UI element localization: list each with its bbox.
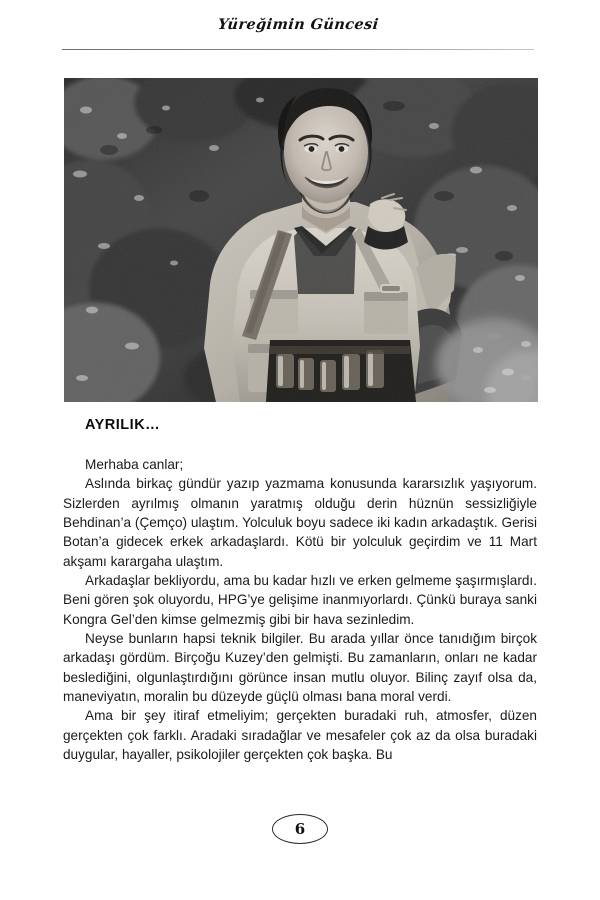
page-number-badge [272,814,328,844]
paragraph: Ama bir şey itiraf etmeliyim; gerçekten buradaki ruh, atmosfer, düzen gerçekten çok farklı. Aradaki sıradağlar ve mesafeler çok az da olsa buradaki duygular, hayaller, psikolojiler gerçekten çok başka. Bu [63,708,537,763]
running-header [62,16,534,34]
chapter-photograph [64,78,538,402]
article-body [63,455,537,765]
paragraph: Neyse bunların hapsi teknik bilgiler. Bu arada yıllar önce tanıdığım birçok arkadaşı gördüm. Birçoğu Kuzey’den gelmişti. Bu zamanların, onları ne kadar beslediğini, olgunlaştırdığını görünce insan mutlu oluyor. Bilinç zayıf olsa da, maneviyatın, moralin bu düzeyde güçlü olması bana moral verdi. [63,631,537,705]
page-number: 6 [294,819,306,838]
header-divider-rule [62,49,534,50]
section-heading: AYRILIK… [85,417,161,433]
paragraph: Merhaba canlar; [85,457,184,472]
photograph-image [64,78,538,402]
paragraph: Arkadaşlar bekliyordu, ama bu kadar hızlı ve erken gelmeme şaşırmışlardı. Beni gören şok oluyordu, HPG’ye gelişime inanmıyorlardı. Çünkü buraya sanki Kongra Gel’den kimse gelmezmiş gibi bir hava sezinledim. [63,573,537,627]
running-header-title: Yüreğimin Güncesi [216,16,380,33]
paragraph: Aslında birkaç gündür yazıp yazmama konusunda kararsızlık yaşıyorum. Sizlerden ayrılmış olmanın yaratmış olduğu derin hüznün sessizliğiyle Behdinan’a (Çemço) ulaştım. Yolculuk boyu sadece iki kadın arkadaştık. Gerisi Botan’a gidecek erkek arkadaşlardı. Kötü bir yolculuk geçirdim ve 11 Mart akşamı karargaha ulaştım. [63,476,537,569]
